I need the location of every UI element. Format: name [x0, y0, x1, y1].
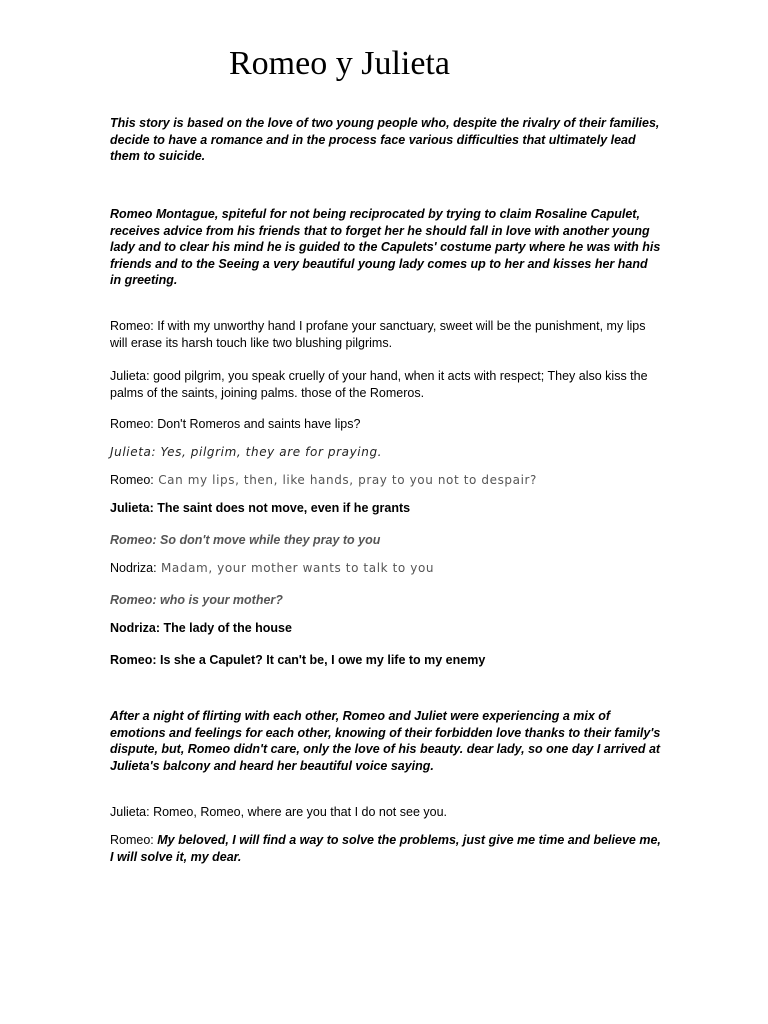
dialogue-line — [110, 532, 662, 549]
speaker-name: Romeo: — [110, 653, 157, 667]
page-title: Romeo y Julieta — [229, 45, 450, 82]
dialogue-line — [110, 620, 662, 637]
dialogue-text: Yes, pilgrim, they are for praying. — [156, 445, 383, 459]
speaker-name: Romeo: — [110, 533, 157, 547]
dialogue-text: The saint does not move, even if he grants — [153, 501, 411, 515]
dialogue-text: who is your mother? — [156, 593, 283, 607]
speaker-name: Romeo: — [110, 473, 154, 487]
dialogue-text: Madam, your mother wants to talk to you — [156, 561, 435, 575]
speaker-name: Romeo: — [110, 319, 154, 333]
dialogue-text: Can my lips, then, like hands, pray to you not to despair? — [153, 473, 538, 487]
dialogue-text: The lady of the house — [160, 621, 292, 635]
speaker-name: Romeo: — [110, 593, 157, 607]
narration-paragraph-2: After a night of flirting with each other, Romeo and Juliet were experiencing a mix of emotions and feelings for each other, knowing of their forbidden love thanks to their family's dispute, but, Romeo didn't care, only the love of his beauty. dear lady, so one day I arrived at Julieta's balcony and heard her beautiful voice saying. — [110, 709, 661, 773]
dialogue-text: Don't Romeros and saints have lips? — [153, 417, 361, 431]
intro-paragraph: This story is based on the love of two young people who, despite the rivalry of their families, decide to have a romance and in the process face various difficulties that ultimately lead them to suicide. — [110, 116, 660, 164]
speaker-name: Julieta: — [110, 805, 150, 819]
dialogue-line — [110, 832, 662, 865]
dialogue-line — [110, 804, 662, 821]
dialogue-text: My beloved, I will find a way to solve the problems, just give me time and believe me, I will solve it, my dear. — [110, 833, 661, 864]
dialogue-text: So don't move while they pray to you — [156, 533, 381, 547]
speaker-name: Julieta: — [110, 369, 150, 383]
speaker-name: Nodriza: — [110, 561, 157, 575]
dialogue-text: Romeo, Romeo, where are you that I do not see you. — [149, 805, 447, 819]
dialogue-line — [110, 500, 662, 517]
dialogue-line — [110, 416, 662, 433]
dialogue-line — [110, 368, 662, 401]
dialogue-text: If with my unworthy hand I profane your sanctuary, sweet will be the punishment, my lips will erase its harsh touch like two blushing pilgrims. — [110, 319, 646, 350]
speaker-name: Julieta: — [110, 445, 157, 459]
speaker-name: Romeo: — [110, 833, 154, 847]
dialogue-text: Is she a Capulet? It can't be, I owe my life to my enemy — [156, 653, 486, 667]
dialogue-line — [110, 318, 662, 351]
dialogue-line — [110, 472, 662, 489]
dialogue-line — [110, 652, 662, 669]
narration-paragraph-1: Romeo Montague, spiteful for not being reciprocated by trying to claim Rosaline Capulet, receives advice from his friends that to forget her he should fall in love with another young lady and to clear his mind he is guided to the Capulets' costume party where he was with his friends and to the Seeing a very beautiful young lady comes up to her and kisses her hand in greeting. — [110, 207, 661, 288]
dialogue-line — [110, 560, 662, 577]
speaker-name: Julieta: — [110, 501, 154, 515]
dialogue-line — [110, 444, 662, 461]
dialogue-line — [110, 592, 662, 609]
speaker-name: Romeo: — [110, 417, 154, 431]
speaker-name: Nodriza: — [110, 621, 160, 635]
dialogue-text: good pilgrim, you speak cruelly of your hand, when it acts with respect; They also kiss the palms of the saints, joining palms. those of the Romeros. — [110, 369, 648, 400]
